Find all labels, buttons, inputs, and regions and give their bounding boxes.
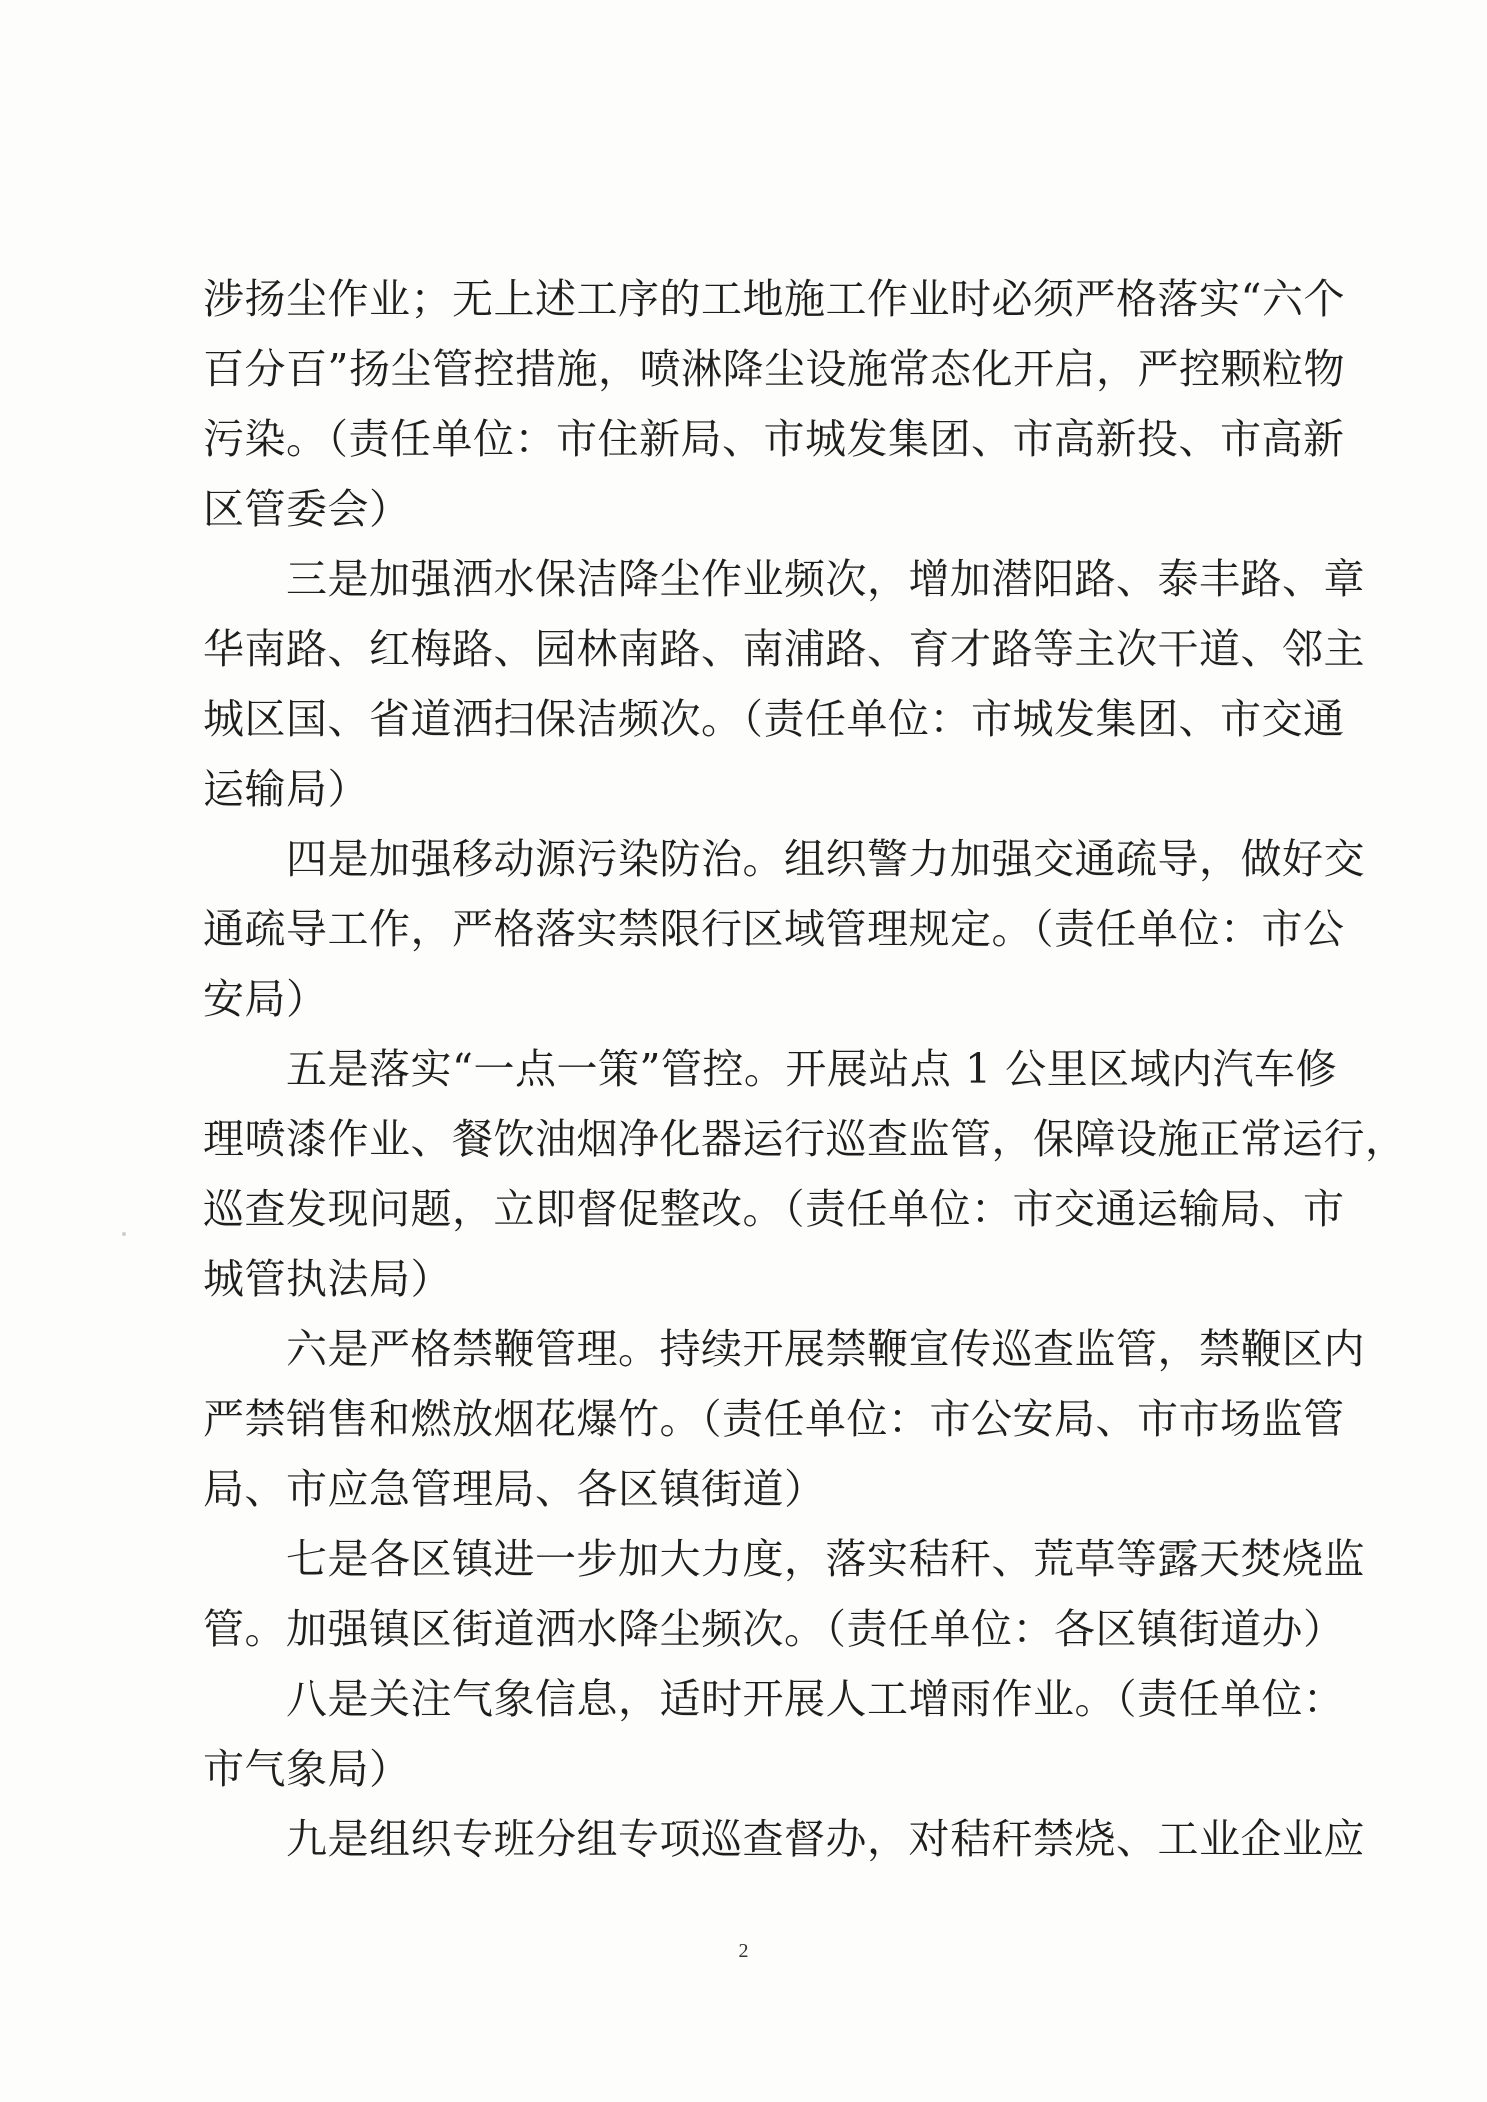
text-line: 区管委会） xyxy=(203,485,411,533)
text-line: 安局） xyxy=(203,975,328,1023)
text-line: 理喷漆作业、餐饮油烟净化器运行巡查监管，保障设施正常运行， xyxy=(203,1115,1407,1163)
text-line: 管。加强镇区街道洒水降尘频次。（责任单位：各区镇街道办） xyxy=(203,1605,1345,1653)
text-line: 华南路、红梅路、园林南路、南浦路、育才路等主次干道、邻主 xyxy=(203,625,1365,673)
text-line: 八是关注气象信息，适时开展人工增雨作业。（责任单位： xyxy=(286,1675,1345,1723)
text-line: 九是组织专班分组专项巡查督办，对秸秆禁烧、工业企业应 xyxy=(286,1815,1365,1863)
text-line: 通疏导工作，严格落实禁限行区域管理规定。（责任单位：市公 xyxy=(203,905,1345,953)
text-line: 百分百”扬尘管控措施，喷淋降尘设施常态化开启，严控颗粒物 xyxy=(203,345,1345,393)
text-line: 三是加强洒水保洁降尘作业频次，增加潜阳路、泰丰路、章 xyxy=(286,555,1365,603)
text-line: 严禁销售和燃放烟花爆竹。（责任单位：市公安局、市市场监管 xyxy=(203,1395,1345,1443)
text-line: 七是各区镇进一步加大力度，落实秸秆、荒草等露天焚烧监 xyxy=(286,1535,1365,1583)
text-line: 城区国、省道洒扫保洁频次。（责任单位：市城发集团、市交通 xyxy=(203,695,1345,743)
text-line: 污染。（责任单位：市住新局、市城发集团、市高新投、市高新 xyxy=(203,415,1345,463)
document-body xyxy=(203,264,1407,1874)
text-line: 四是加强移动源污染防治。组织警力加强交通疏导，做好交 xyxy=(286,835,1365,883)
text-line: 涉扬尘作业；无上述工序的工地施工作业时必须严格落实“六个 xyxy=(203,275,1345,323)
text-line: 市气象局） xyxy=(203,1745,411,1793)
text-line: 运输局） xyxy=(203,765,369,813)
page-number: 2 xyxy=(738,1940,749,1962)
text-line: 五是落实“一点一策”管控。开展站点 1 公里区域内汽车修 xyxy=(286,1045,1338,1093)
scan-speck xyxy=(122,1232,126,1236)
text-line: 城管执法局） xyxy=(203,1255,452,1303)
text-line: 局、市应急管理局、各区镇街道） xyxy=(203,1465,826,1513)
text-line: 六是严格禁鞭管理。持续开展禁鞭宣传巡查监管，禁鞭区内 xyxy=(286,1325,1365,1373)
text-line: 巡查发现问题，立即督促整改。（责任单位：市交通运输局、市 xyxy=(203,1185,1345,1233)
